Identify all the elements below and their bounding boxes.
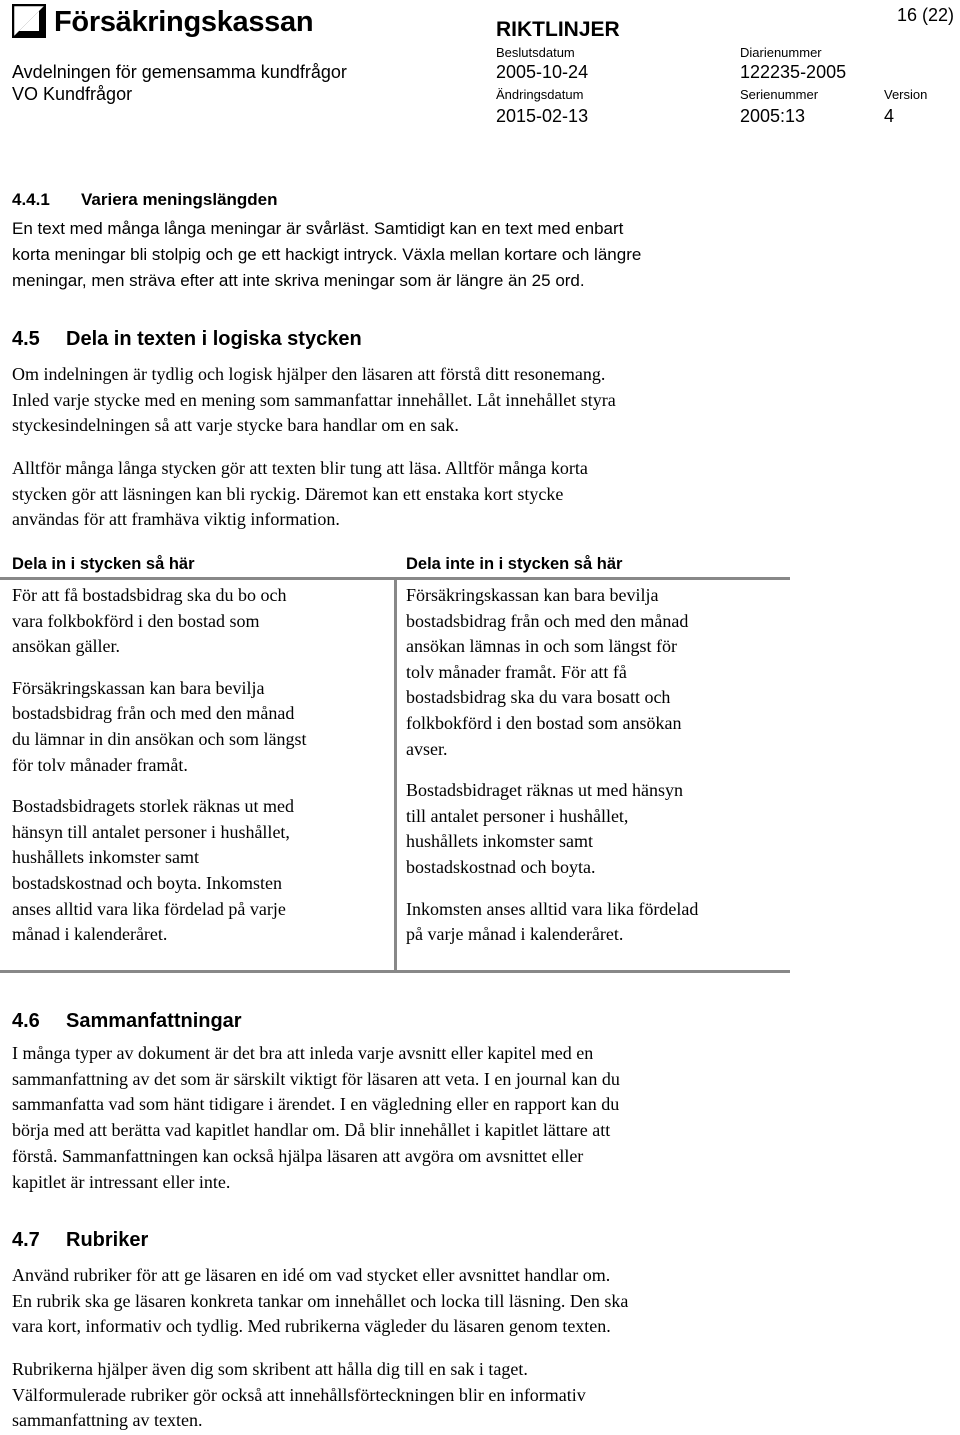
text-line: börja med att berätta vad kapitlet handlar om. Då blir innehållet i kapitlet lättare att	[12, 1120, 611, 1141]
reg-number-label: Diarienummer	[740, 45, 822, 60]
text-line: I många typer av dokument är det bra att inleda varje avsnitt eller kapitel med en	[12, 1043, 594, 1063]
text-line: Använd rubriker för att ge läsaren en idé om vad stycket eller avsnittet handlar om.	[12, 1265, 611, 1285]
text-line: bostadskostnad och boyta.	[406, 856, 596, 877]
section-title: Dela in texten i logiska stycken	[66, 328, 362, 350]
unit: VO Kundfrågor	[12, 84, 133, 104]
text-line: Om indelningen är tydlig och logisk hjälper den läsaren att förstå ditt resonemang.	[12, 364, 606, 384]
text-line: tolv månader framåt. För att få	[406, 661, 627, 682]
text-line: Alltför många långa stycken gör att texten blir tung att läsa. Alltför många korta	[12, 458, 588, 478]
section-heading-46	[12, 1010, 242, 1033]
text-line: vara kort, informativ och tydlig. Med rubrikerna vägleder du läsaren genom texten.	[12, 1316, 611, 1337]
text-line: du lämnar in din ansökan och som längst	[12, 728, 307, 749]
text-line: korta meningar bli stolpig och ge ett hackigt intryck. Växla mellan kortare och längre	[12, 245, 642, 264]
section-title: Sammanfattningar	[66, 1010, 242, 1032]
text-line: meningar, men sträva efter att inte skriva meningar som är längre än 25 ord.	[12, 271, 585, 290]
text-line: folkbokförd i den bostad som ansökan	[406, 712, 682, 733]
table-header-do: Dela in i stycken så här	[12, 555, 195, 573]
example-paragraph	[406, 897, 698, 948]
text-line: användas för att framhäva viktig information.	[12, 509, 340, 530]
text-line: Bostadsbidraget räknas ut med hänsyn	[406, 780, 683, 801]
text-line: avser.	[406, 738, 448, 759]
section-number: 4.7	[12, 1229, 40, 1251]
text-line: för tolv månader framåt.	[12, 754, 188, 775]
section-number: 4.6	[12, 1010, 40, 1032]
text-line: En text med många långa meningar är svårläst. Samtidigt kan en text med enbart	[12, 219, 624, 238]
text-line: Försäkringskassan kan bara bevilja	[12, 677, 265, 698]
change-date: 2015-02-13	[496, 106, 589, 126]
text-line: Välformulerade rubriker gör också att innehållsförteckningen blir en informativ	[12, 1384, 586, 1405]
text-line: anses alltid vara lika fördelad på varje	[12, 898, 286, 919]
text-line: Inled varje stycke med en mening som sammanfattar innehållet. Låt innehållet styra	[12, 389, 616, 410]
text-line: Inkomsten anses alltid vara lika fördelad	[406, 898, 699, 919]
text-line: kapitlet är intressant eller inte.	[12, 1171, 231, 1192]
text-line: till antalet personer i hushållet,	[406, 805, 629, 826]
decision-date-label: Beslutsdatum	[496, 45, 575, 60]
text-line: vara folkbokförd i den bostad som	[12, 610, 260, 631]
text-line: stycken gör att läsningen kan bli ryckig. Däremot kan ett enstaka kort stycke	[12, 483, 564, 504]
table-bottom-rule	[0, 970, 790, 973]
text-line: Bostadsbidragets storlek räknas ut med	[12, 796, 294, 817]
decision-date: 2005-10-24	[496, 62, 589, 82]
text-line: hänsyn till antalet personer i hushållet,	[12, 821, 290, 842]
section-heading-47	[12, 1229, 148, 1252]
text-line: bostadsbidrag från och med den månad	[406, 610, 689, 631]
paragraph-441	[12, 216, 641, 294]
text-line: bostadskostnad och boyta. Inkomsten	[12, 872, 282, 893]
text-line: ansökan lämnas in och som längst för	[406, 636, 677, 657]
text-line: månad i kalenderåret.	[12, 924, 168, 945]
example-paragraph	[12, 583, 306, 660]
example-paragraph	[406, 583, 698, 762]
text-line: sammanfattning av det som är särskilt viktigt för läsaren att veta. I en journal kan du	[12, 1068, 620, 1089]
text-line: Rubrikerna hjälper även dig som skribent att hålla dig till en sak i taget.	[12, 1359, 528, 1379]
text-line: En rubrik ska ge läsaren konkreta tankar om innehållet och locka till läsning. Den ska	[12, 1290, 629, 1311]
department: Avdelningen för gemensamma kundfrågor	[12, 62, 347, 82]
paragraph-47-2	[12, 1357, 586, 1434]
section-heading-45	[12, 328, 362, 351]
text-line: ansökan gäller.	[12, 636, 120, 657]
section-number: 4.5	[12, 328, 40, 350]
section-heading-441	[12, 190, 278, 210]
section-title: Rubriker	[66, 1229, 149, 1251]
paragraph-47-1	[12, 1263, 628, 1340]
reg-number: 122235-2005	[740, 62, 847, 82]
text-line: på varje månad i kalenderåret.	[406, 924, 624, 945]
document-type: RIKTLINJER	[496, 18, 620, 41]
paragraph-45-1	[12, 362, 616, 439]
text-line: Försäkringskassan kan bara bevilja	[406, 585, 659, 605]
example-paragraph	[12, 676, 306, 778]
table-cell-do	[12, 583, 306, 964]
series-number: 2005:13	[740, 106, 806, 126]
version-number: 4	[884, 106, 895, 126]
text-line: sammanfattning av texten.	[12, 1410, 203, 1431]
example-paragraph	[406, 778, 698, 880]
logo-text: Försäkringskassan	[54, 6, 314, 38]
logo-icon	[12, 4, 46, 38]
text-line: För att få bostadsbidrag ska du bo och	[12, 585, 287, 605]
version-label: Version	[884, 87, 928, 102]
text-line: bostadsbidrag ska du vara bosatt och	[406, 687, 671, 708]
text-line: hushållets inkomster samt	[12, 847, 199, 868]
text-line: sammanfatta vad som hänt tidigare i ärendet. I en vägledning eller en rapport kan du	[12, 1094, 620, 1115]
text-line: förstå. Sammanfattningen kan också hjälpa läsaren att avgöra om avsnittet eller	[12, 1145, 584, 1166]
text-line: hushållets inkomster samt	[406, 831, 593, 852]
section-title: Variera meningslängden	[81, 190, 278, 209]
section-number: 4.4.1	[12, 190, 50, 209]
text-line: styckesindelningen så att varje stycke bara handlar om en sak.	[12, 415, 459, 436]
example-paragraph	[12, 794, 306, 948]
table-cell-dont	[406, 583, 698, 964]
text-line: bostadsbidrag från och med den månad	[12, 703, 295, 724]
change-date-label: Ändringsdatum	[496, 87, 584, 102]
paragraph-46	[12, 1041, 620, 1195]
page-number: 16 (22)	[897, 5, 955, 25]
paragraph-45-2	[12, 456, 588, 533]
table-header-dont: Dela inte in i stycken så här	[406, 555, 623, 573]
table-column-divider	[394, 577, 397, 973]
series-label: Serienummer	[740, 87, 819, 102]
